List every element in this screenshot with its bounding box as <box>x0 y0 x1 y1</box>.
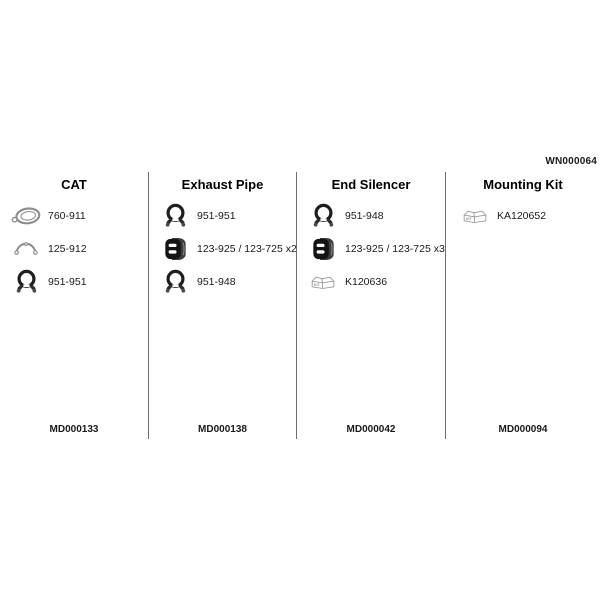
column-title: CAT <box>61 177 87 192</box>
part-number: 123-925 / 123-725 x3 <box>345 242 445 255</box>
part-number: 951-951 <box>48 275 87 288</box>
part-number: 951-948 <box>345 209 384 222</box>
part-row <box>149 199 296 232</box>
column-footer-code: MD000042 <box>346 424 396 435</box>
parts-list <box>446 199 600 232</box>
column-footer-code: MD000138 <box>198 424 247 435</box>
document-code: WN000064 <box>545 156 597 167</box>
clamp-icon <box>157 202 193 229</box>
parts-column-exhaust-pipe <box>149 0 296 600</box>
column-footer-code: MD000133 <box>49 424 99 435</box>
clamp-icon <box>157 268 193 295</box>
part-row <box>297 265 445 298</box>
gasket-oval-icon <box>8 205 44 227</box>
part-number: K120636 <box>345 275 388 288</box>
column-title: Mounting Kit <box>483 177 563 192</box>
parts-column-mounting-kit <box>446 0 600 600</box>
part-number: 123-925 / 123-725 x2 <box>197 242 297 255</box>
part-number: 125-912 <box>48 242 87 255</box>
column-title: End Silencer <box>331 177 411 192</box>
part-number: 951-948 <box>197 275 236 288</box>
part-number: 760-911 <box>48 209 86 222</box>
column-title: Exhaust Pipe <box>181 177 264 192</box>
part-row <box>149 265 296 298</box>
rubber-mount-icon <box>157 236 193 262</box>
parts-list <box>297 199 445 298</box>
rubber-mount-icon <box>305 236 341 262</box>
part-row <box>149 232 296 265</box>
svg-text:KIT: KIT <box>465 216 472 221</box>
part-row <box>446 199 600 232</box>
parts-column-cat <box>0 0 148 600</box>
part-number: KA120652 <box>497 209 547 222</box>
part-number: 951-951 <box>197 209 236 222</box>
part-row <box>297 232 445 265</box>
svg-text:KIT: KIT <box>313 282 320 287</box>
gasket-arch-icon <box>8 241 44 257</box>
parts-column-end-silencer <box>297 0 445 600</box>
parts-list <box>0 199 148 298</box>
part-row <box>0 265 148 298</box>
part-row <box>297 199 445 232</box>
parts-list <box>149 199 296 298</box>
column-footer-code: MD000094 <box>498 424 548 435</box>
kit-box-icon <box>457 208 493 224</box>
clamp-icon <box>8 268 44 295</box>
part-row <box>0 199 148 232</box>
kit-box-icon <box>305 274 341 290</box>
clamp-icon <box>305 202 341 229</box>
part-row <box>0 232 148 265</box>
